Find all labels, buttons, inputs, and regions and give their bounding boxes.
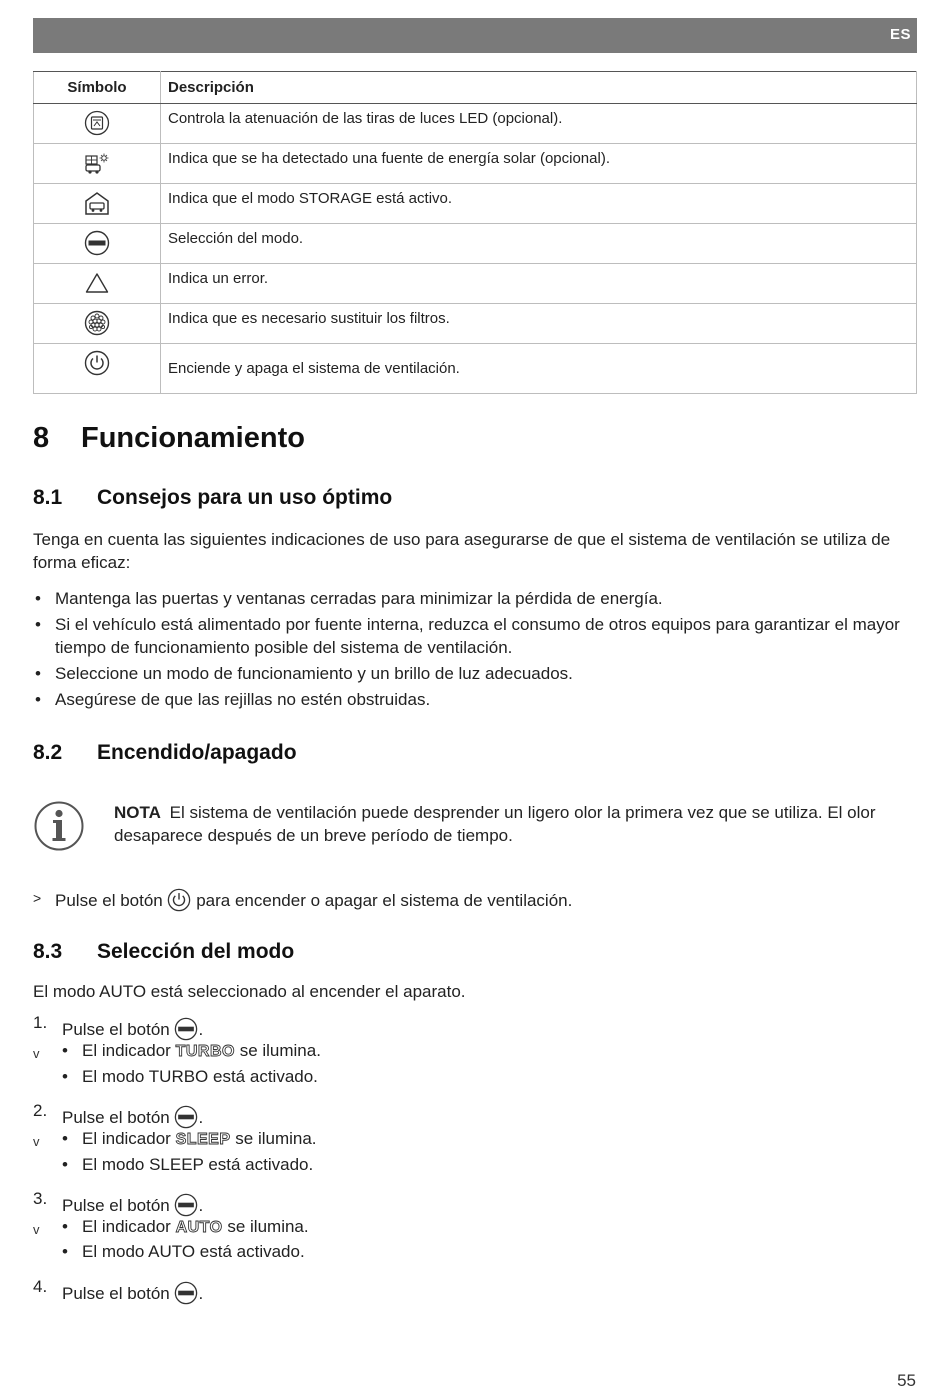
result-chevron-icon: v	[33, 1222, 40, 1237]
table-cell-description: Controla la atenuación de las tiras de luces LED (opcional).	[161, 104, 917, 144]
power-icon[interactable]	[167, 888, 191, 912]
section-8-heading	[33, 422, 305, 455]
section-number: 8.2	[33, 741, 63, 764]
table-cell-description: Indica un error.	[161, 264, 917, 304]
table-row	[34, 344, 917, 394]
table-cell-description: Indica que el modo STORAGE está activo.	[161, 184, 917, 224]
sleep-indicator-icon: SLEEP	[175, 1131, 231, 1148]
power-step	[33, 887, 572, 912]
step-instruction: Pulse el botón .	[62, 1105, 203, 1129]
result-chevron-icon: v	[33, 1046, 40, 1061]
section-number: 8.3	[33, 940, 63, 963]
section-8-3-heading	[33, 940, 294, 964]
section-8-2-heading	[33, 741, 297, 765]
note-body: El sistema de ventilación puede desprender un ligero olor la primera vez que se utiliza. El olor desaparece después de un breve período de tiempo.	[114, 803, 876, 845]
filter-icon	[84, 310, 110, 336]
table-row	[34, 144, 917, 184]
table-cell-description: Indica que se ha detectado una fuente de energía solar (opcional).	[161, 144, 917, 184]
note-box	[33, 798, 913, 858]
tips-list	[33, 587, 913, 714]
step-instruction: Pulse el botón .	[62, 1281, 203, 1305]
page-number: 55	[897, 1371, 916, 1390]
warning-triangle-icon	[84, 270, 110, 296]
table-row	[34, 224, 917, 264]
language-label: ES	[889, 26, 911, 43]
section-title: Selección del modo	[97, 940, 295, 963]
solar-van-icon	[84, 150, 110, 176]
list-item: • Si el vehículo está alimentado por fuente interna, reduzca el consumo de otros equipos para garantizar el mayor tiempo de funcionamiento posible del sistema de ventilación.	[33, 613, 913, 659]
turbo-indicator-icon: TURBO	[175, 1043, 235, 1060]
table-cell-description: Selección del modo.	[161, 224, 917, 264]
result-line: • El modo AUTO está activado.	[62, 1242, 305, 1261]
step-number: 4.	[33, 1277, 48, 1296]
step-instruction: Pulse el botón .	[62, 1017, 203, 1041]
result-line: • El modo TURBO está activado.	[62, 1067, 318, 1086]
mode-icon[interactable]	[174, 1193, 198, 1217]
step-pre-text: Pulse el botón	[55, 891, 163, 910]
table-cell-description: Enciende y apaga el sistema de ventilación.	[161, 344, 917, 394]
result-line: • El modo SLEEP está activado.	[62, 1155, 314, 1174]
arrow-icon: >	[33, 890, 42, 906]
info-icon	[33, 800, 85, 852]
result-line: • El indicador TURBO se ilumina.	[62, 1041, 321, 1060]
header-bar	[33, 18, 917, 53]
mode-icon[interactable]	[174, 1105, 198, 1129]
power-icon	[84, 350, 110, 376]
section-title: Funcionamiento	[81, 422, 305, 454]
table-row	[34, 304, 917, 344]
step-number: 1.	[33, 1013, 48, 1032]
section-number: 8	[33, 422, 50, 454]
step-number: 2.	[33, 1101, 48, 1120]
symbol-table	[33, 71, 917, 394]
section-8-1-heading	[33, 486, 392, 510]
step-post-text: para encender o apagar el sistema de ventilación.	[196, 891, 573, 910]
table-cell-description: Indica que es necesario sustituir los filtros.	[161, 304, 917, 344]
list-item: • Seleccione un modo de funcionamiento y un brillo de luz adecuados.	[33, 662, 913, 685]
result-line: • El indicador SLEEP se ilumina.	[62, 1129, 317, 1148]
result-chevron-icon: v	[33, 1134, 40, 1149]
note-text	[114, 801, 904, 847]
note-label: NOTA	[114, 803, 161, 822]
auto-indicator-icon: AUTO	[175, 1219, 223, 1236]
list-item: • Mantenga las puertas y ventanas cerradas para minimizar la pérdida de energía.	[33, 587, 913, 610]
step-number: 3.	[33, 1189, 48, 1208]
mode-icon[interactable]	[174, 1017, 198, 1041]
section-title: Consejos para un uso óptimo	[97, 486, 393, 509]
mode-intro: El modo AUTO está seleccionado al encender el aparato.	[33, 982, 466, 1001]
storage-mode-icon	[84, 190, 110, 216]
col-description-header: Descripción	[161, 72, 917, 104]
col-symbol-header: Símbolo	[34, 72, 161, 104]
table-row	[34, 104, 917, 144]
led-dim-icon	[84, 110, 110, 136]
list-item: • Asegúrese de que las rejillas no estén obstruidas.	[33, 688, 913, 711]
mode-icon	[84, 230, 110, 256]
table-header-row	[34, 72, 917, 104]
intro-paragraph: Tenga en cuenta las siguientes indicaciones de uso para asegurarse de que el sistema de ventilación se utiliza de forma eficaz:	[33, 530, 891, 572]
step-text: Pulse el botón	[62, 1020, 170, 1039]
step-instruction: Pulse el botón .	[62, 1193, 203, 1217]
table-row	[34, 264, 917, 304]
result-line: • El indicador AUTO se ilumina.	[62, 1217, 309, 1236]
mode-icon[interactable]	[174, 1281, 198, 1305]
section-number: 8.1	[33, 486, 63, 509]
section-title: Encendido/apagado	[97, 741, 297, 764]
table-row	[34, 184, 917, 224]
